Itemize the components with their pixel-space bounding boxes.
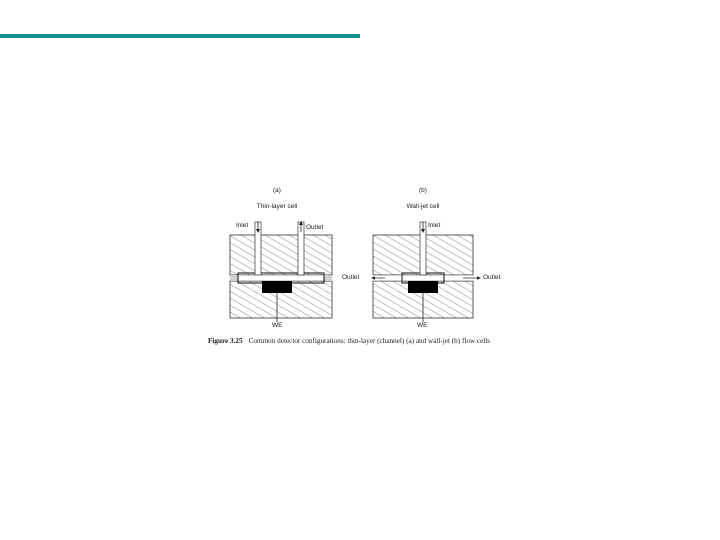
thin-layer-cell-drawing — [230, 221, 332, 322]
panel-a-letter: (a) — [273, 187, 281, 194]
panel-a-title: Thin-layer cell — [256, 203, 298, 210]
figure — [205, 180, 535, 370]
figure-caption-text: Common detector configurations: thin-layer (channel) (a) and wall-jet (b) flow cells — [248, 337, 491, 345]
wall-jet-cell-drawing — [371, 222, 481, 322]
panel-a-outlet-label: Outlet — [306, 224, 324, 231]
panel-b-title: Wall-jet cell — [406, 203, 440, 210]
panel-b-outlet-left-label: Outlet — [342, 274, 360, 281]
accent-bar — [0, 34, 360, 38]
panel-b-outlet-right-label: Outlet — [483, 274, 501, 281]
figure-caption — [208, 336, 533, 346]
panel-a-inlet-label: Inlet — [236, 222, 249, 229]
panel-b-letter: (b) — [419, 187, 427, 194]
panel-a-we-label: WE — [272, 322, 283, 329]
panel-b-we-label: WE — [417, 322, 428, 329]
panel-b-inlet-label: Inlet — [428, 222, 441, 229]
working-electrode — [262, 281, 292, 293]
figure-number: Figure 3.25 — [208, 337, 243, 345]
upper-block — [230, 235, 332, 275]
working-electrode — [408, 281, 438, 293]
